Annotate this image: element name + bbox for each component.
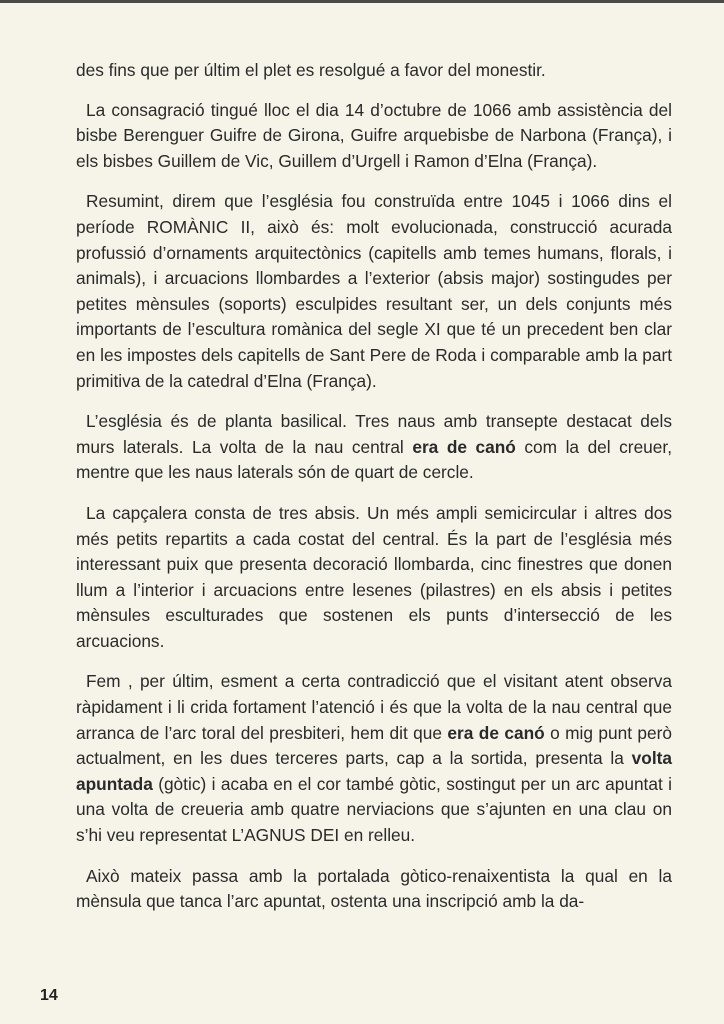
bold-term: era de canó bbox=[447, 722, 545, 743]
paragraph-2 bbox=[76, 189, 672, 394]
text-segment: La consagració tingué lloc el dia 14 d’octubre de 1066 amb assistència del bisbe Berenguer Guifre de Girona, Guifre arquebisbe de Narbona (França), i els bisbes Guillem de Vic, Guillem d’Urgell i Ramon d’Elna (França). bbox=[76, 99, 672, 171]
text-segment: des fins que per últim el plet es resolgué a favor del monestir. bbox=[76, 60, 546, 80]
paragraph-0 bbox=[76, 58, 672, 84]
text-segment: Això mateix passa amb la portalada gòtico-renaixentista la qual en la mènsula que tanca l’arc apuntat, ostenta una inscripció amb la da- bbox=[76, 865, 672, 912]
bold-term: volta apuntada bbox=[76, 748, 672, 794]
text-segment: (gòtic) i acaba en el cor també gòtic, sostingut per un arc apuntat i una volta de creueria amb quatre nerviacions que s’ajunten en una clau on s’hi veu representat L’AGNUS DEI en relleu. bbox=[76, 773, 672, 846]
text-segment: o mig punt però actualment, en les dues terceres parts, cap a la sortida, presenta la bbox=[76, 722, 672, 769]
text-segment: Fem , per últim, esment a certa contradicció que el visitant atent observa ràpidament i li crida fortament l’atenció i és que la volta de la nau central que arranca de l’arc toral del presbiteri, hem dit que bbox=[76, 671, 672, 743]
paragraph-3 bbox=[76, 409, 672, 486]
paragraph-5 bbox=[76, 669, 672, 848]
text-segment: L’església és de planta basilical. Tres naus amb transepte destacat dels murs laterals. La volta de la nau central bbox=[76, 411, 672, 457]
text-segment: com la del creuer, mentre que les naus laterals són de quart de cercle. bbox=[76, 436, 673, 483]
paragraph-1 bbox=[76, 98, 672, 175]
paragraph-4 bbox=[76, 501, 672, 655]
paragraph-6 bbox=[76, 864, 672, 915]
top-border-rule bbox=[0, 0, 724, 3]
text-segment: La capçalera consta de tres absis. Un més ampli semicircular i altres dos més petits repartits a cada costat del central. És la part de l’església més interessant puix que presenta decoració llombarda, cinc finestres que donen llum a l’interior i arcuacions entre lesenes (pilastres) en els absis i petites mènsules esculturades que sostenen els punts d’intersecció de les arcuacions. bbox=[76, 502, 672, 651]
bold-term: era de canó bbox=[412, 436, 516, 457]
page-number: 14 bbox=[40, 987, 58, 1004]
page-body bbox=[76, 58, 672, 930]
text-segment: Resumint, direm que l’església fou construïda entre 1045 i 1066 dins el període ROMÀNIC II, això és: molt evolucionada, construcció acurada profussió d’ornaments arquitectònics (capitells amb temes humans, florals, i animals), i arcuacions llombardes a l’exterior (absis major) sostingudes per petites mènsules (soports) esculpides resultant ser, un dels conjunts més importants de l’escultura romànica del segle XI que té un precedent ben clar en les impostes dels capitells de Sant Pere de Roda i comparable amb la part primitiva de la catedral d’Elna (França). bbox=[76, 191, 672, 391]
